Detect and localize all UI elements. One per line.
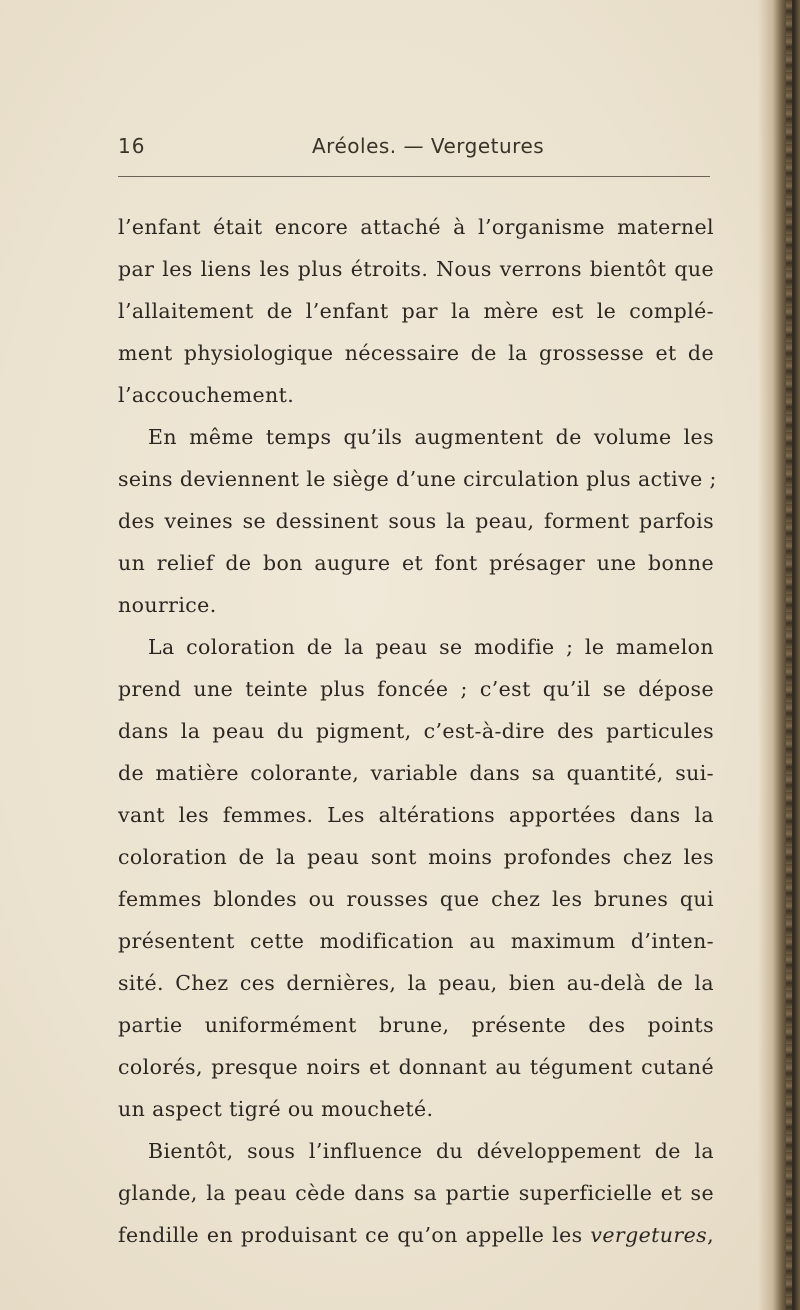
final-line-punctuation: , <box>707 1223 714 1247</box>
text-line: nourrice. <box>118 593 217 617</box>
text-line: dans la peau du pigment, c’est-à-dire des particules <box>118 719 714 743</box>
body-text <box>118 206 717 1256</box>
header-rule <box>118 176 710 177</box>
text-line: femmes blondes ou rousses que chez les brunes qui <box>118 887 714 911</box>
running-title: Aréoles. — Vergetures <box>312 134 545 158</box>
text-line: l’accouchement. <box>118 383 295 407</box>
text-line: de matière colorante, variable dans sa quantité, sui- <box>118 761 714 785</box>
text-line: un aspect tigré ou moucheté. <box>118 1097 434 1121</box>
text-line: des veines se dessinent sous la peau, forment parfois <box>118 509 714 533</box>
paragraph-start-line: La coloration de la peau se modifie ; le mamelon <box>148 635 714 659</box>
text-line: seins deviennent le siège d’une circulation plus active ; <box>118 467 717 491</box>
text-line: vant les femmes. Les altérations apportées dans la <box>118 803 714 827</box>
page-edge-shadow <box>786 0 792 1310</box>
text-line: ment physiologique nécessaire de la grossesse et de <box>118 341 714 365</box>
final-line-text: fendille en produisant ce qu’on appelle les <box>118 1223 591 1247</box>
text-line: coloration de la peau sont moins profondes chez les <box>118 845 714 869</box>
page-header <box>118 134 710 168</box>
final-text-line <box>118 1214 714 1256</box>
text-line: prend une teinte plus foncée ; c’est qu’il se dépose <box>118 677 714 701</box>
text-line: partie uniformément brune, présente des points <box>118 1013 714 1037</box>
text-line: l’enfant était encore attaché à l’organisme maternel <box>118 215 714 239</box>
text-line: glande, la peau cède dans sa partie superficielle et se <box>118 1181 714 1205</box>
italic-term-vergetures: vergetures <box>590 1223 708 1247</box>
paragraph-start-line: Bientôt, sous l’influence du développement de la <box>148 1139 714 1163</box>
page-edge-binding <box>758 0 800 1310</box>
text-line: colorés, presque noirs et donnant au tégument cutané <box>118 1055 714 1079</box>
text-line: sité. Chez ces dernières, la peau, bien au-delà de la <box>118 971 714 995</box>
paragraph-start-line: En même temps qu’ils augmentent de volume les <box>148 425 714 449</box>
text-line: présentent cette modification au maximum d’inten- <box>118 929 714 953</box>
text-line: par les liens les plus étroits. Nous verrons bientôt que <box>118 257 714 281</box>
text-line: l’allaitement de l’enfant par la mère est le complé- <box>118 299 714 323</box>
text-line: un relief de bon augure et font présager une bonne <box>118 551 714 575</box>
page-number: 16 <box>118 134 146 158</box>
